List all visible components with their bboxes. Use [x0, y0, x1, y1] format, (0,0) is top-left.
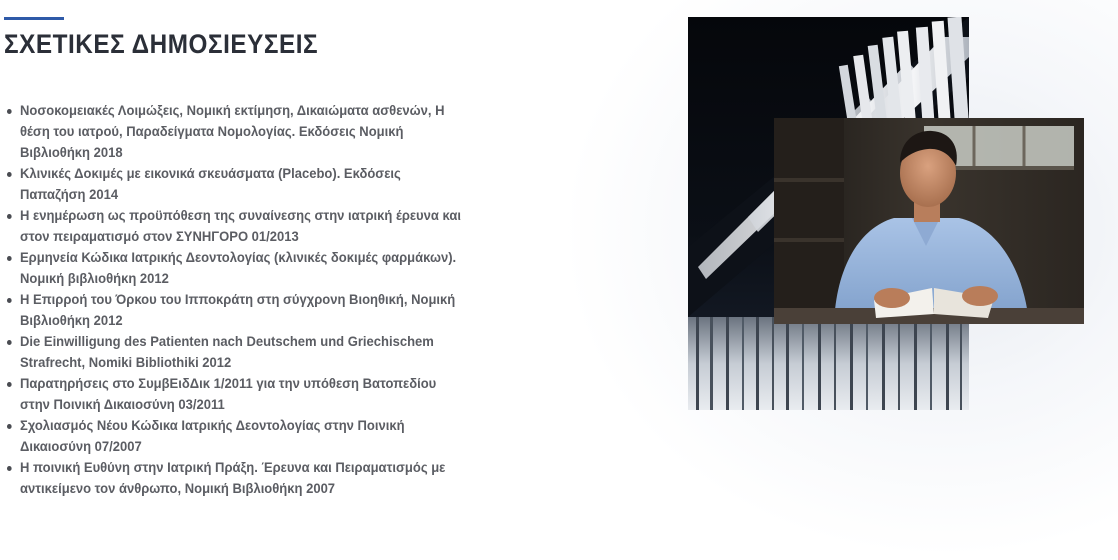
publication-item: Ερμηνεία Κώδικα Ιατρικής Δεοντολογίας (κλινικές δοκιμές φαρμάκων). Νομική βιβλιοθήκη 2012 [20, 247, 466, 289]
man-reading-book-photo [774, 118, 1084, 324]
publication-item: Η ποινική Ευθύνη στην Ιατρική Πράξη. Έρευνα και Πειραματισμός με αντικείμενο τον άνθρωπο, Νομική Βιβλιοθήκη 2007 [20, 457, 466, 499]
section-title: ΣΧΕΤΙΚΕΣ ΔΗΜΟΣΙΕΥΣΕΙΣ [4, 29, 319, 59]
publication-item: Νοσοκομειακές Λοιμώξεις, Νομική εκτίμηση, Δικαιώματα ασθενών, Η θέση του ιατρού, Παραδείγματα Νομολογίας. Εκδόσεις Νομική Βιβλιοθήκη 2018 [20, 100, 466, 163]
publication-item: Η Επιρροή του Όρκου του Ιπποκράτη στη σύγχρονη Βιοηθική, Νομική Βιβλιοθήκη 2012 [20, 289, 466, 331]
publications-list [20, 100, 500, 499]
publication-item: Die Einwilligung des Patienten nach Deutschem und Griechischem Strafrecht, Nomiki Bibliothiki 2012 [20, 331, 466, 373]
title-accent-bar [4, 17, 64, 20]
publication-item: Σχολιασμός Νέου Κώδικα Ιατρικής Δεοντολογίας στην Ποινική Δικαιοσύνη 07/2007 [20, 415, 466, 457]
publication-item: Κλινικές Δοκιμές με εικονικά σκευάσματα (Placebo). Εκδόσεις Παπαζήση 2014 [20, 163, 466, 205]
publication-item: Η ενημέρωση ως προϋπόθεση της συναίνεσης στην ιατρική έρευνα και στον πειραματισμό στον ΣΥΝΗΓΟΡΟ 01/2013 [20, 205, 466, 247]
publication-item: Παρατηρήσεις στο ΣυμβΕιδΔικ 1/2011 για την υπόθεση Βατοπεδίου στην Ποινική Δικαιοσύνη 03/2011 [20, 373, 466, 415]
